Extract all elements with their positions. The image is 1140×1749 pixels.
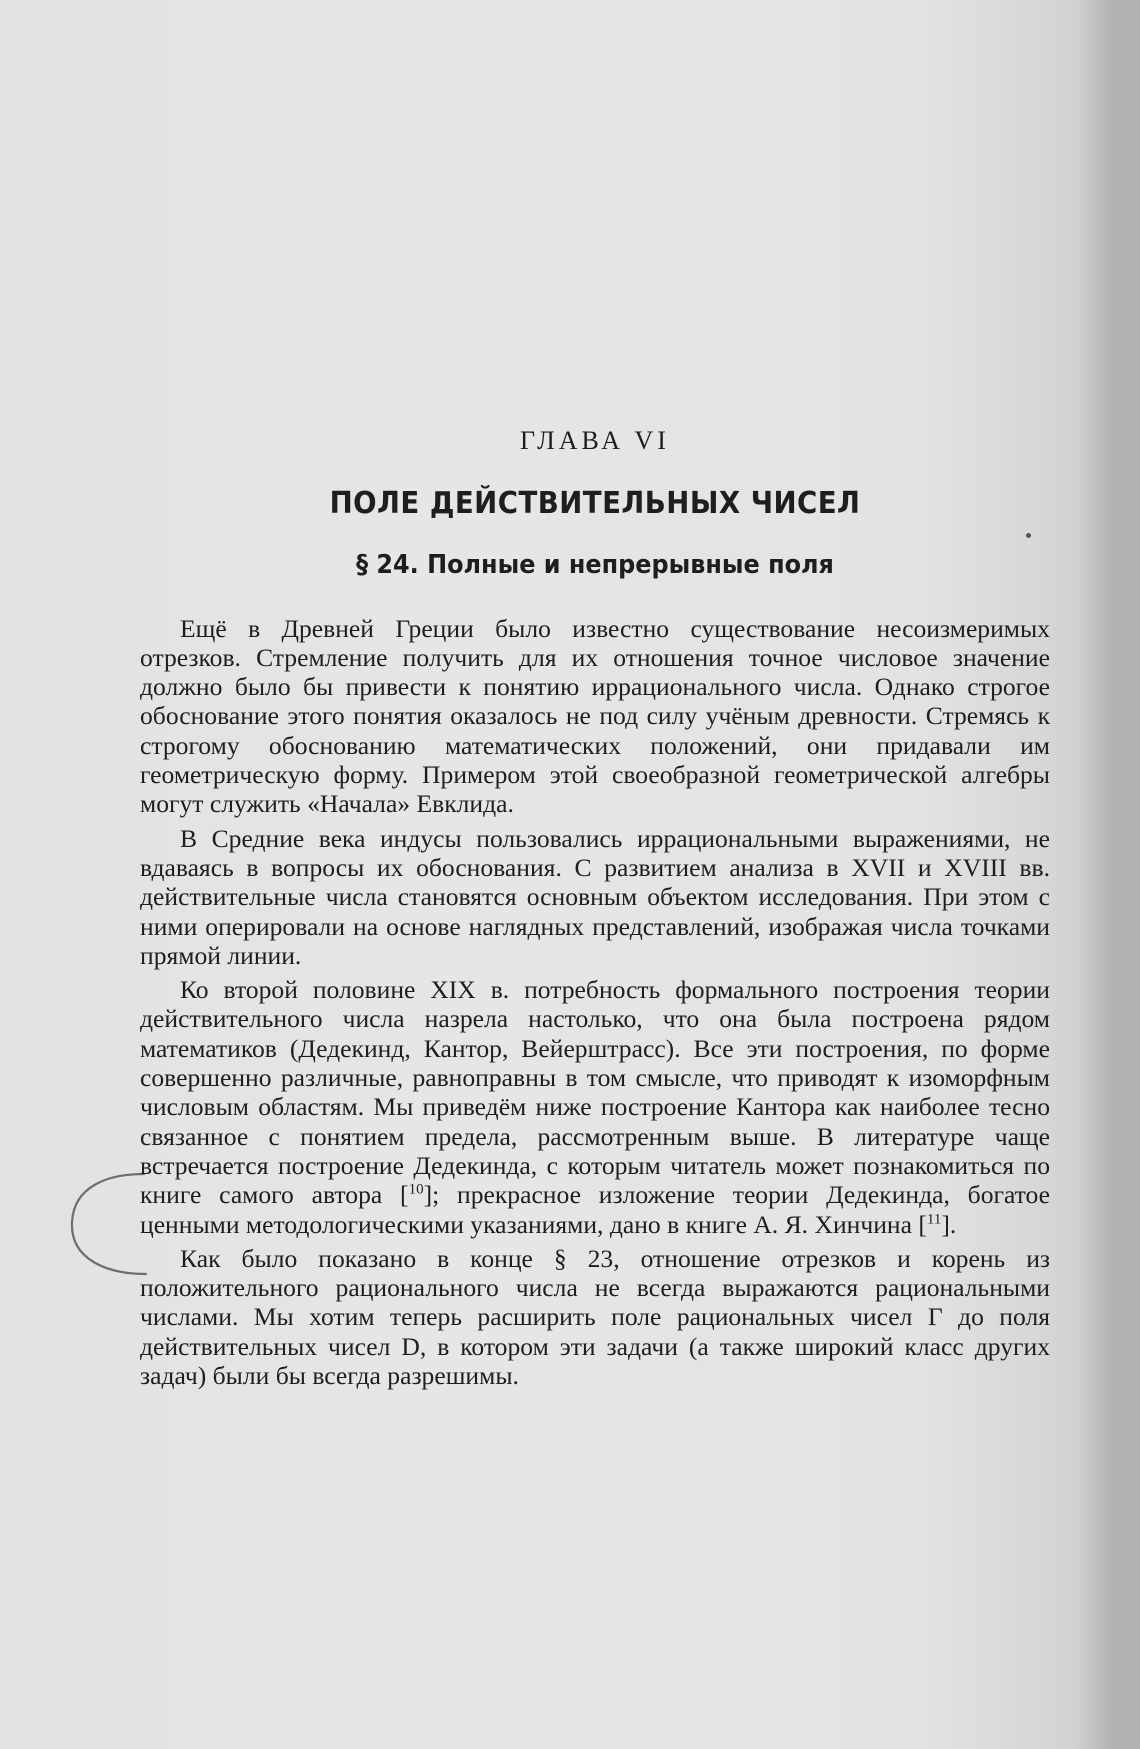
page-edge-shadow bbox=[1078, 0, 1140, 1749]
chapter-label: ГЛАВА VI bbox=[520, 426, 670, 455]
paragraph-3 bbox=[140, 975, 1050, 1239]
paragraph-3-part-2: ]; прекрасное изложение теории Дедекинда, богатое ценными методологическими указаниями, дано в книге А. Я. Хинчина [ bbox=[140, 1180, 1051, 1239]
paragraph-1: Ещё в Древней Греции было известно существование несоизмеримых отрезков. Стремление получить для их отношения точное числовое значение должно было бы привести к понятию иррационального числа. Однако строгое обоснование этого понятия оказалось не под силу учёным древности. Стремясь к строгому обоснованию математических положений, они придавали им геометрическую форму. Примером этой своеобразной геометрической алгебры могут служить «Начала» Евклида. bbox=[140, 613, 1050, 819]
page-content bbox=[140, 400, 1050, 1390]
chapter-title: ПОЛЕ ДЕЙСТВИТЕЛЬНЫХ ЧИСЕЛ bbox=[329, 486, 861, 521]
paragraph-4: Как было показано в конце § 23, отношение отрезков и корень из положительного рационального числа не всегда выражаются рациональными числами. Мы хотим теперь расширить поле рациональных чисел Γ до поля действительных чисел D, в котором эти задачи (а также широкий класс других задач) были бы всегда разрешимы. bbox=[140, 1243, 1050, 1391]
reference-11: 11 bbox=[926, 1211, 942, 1227]
paragraph-3-part-3: ]. bbox=[941, 1209, 957, 1239]
paragraph-3-part-1: Ко второй половине XIX в. потребность формального построения теории действительного числа назрела настолько, что она была построена рядом математиков (Дедекинд, Кантор, Вейерштрасс). Все эти построения, по форме совершенно различные, равноправны в том смысле, что приводят к изоморфным числовым областям. Мы приведём ниже построение Кантора как наиболее тесно связанное с понятием предела, рассмотренным выше. В литературе чаще встречается построение Дедекинда, с которым читатель может познакомиться по книге самого автора [ bbox=[140, 975, 1050, 1210]
body-text bbox=[140, 614, 1050, 1391]
paragraph-2: В Средние века индусы пользовались иррациональными выражениями, не вдаваясь в вопросы их обоснования. С развитием анализа в XVII и XVIII вв. действительные числа становятся основным объектом исследования. При этом с ними оперировали на основе наглядных представлений, изображая числа точками прямой линии. bbox=[140, 823, 1050, 970]
section-title: § 24. Полные и непрерывные поля bbox=[356, 550, 834, 580]
pencil-margin-bracket bbox=[64, 1170, 148, 1278]
reference-10: 10 bbox=[408, 1181, 424, 1198]
